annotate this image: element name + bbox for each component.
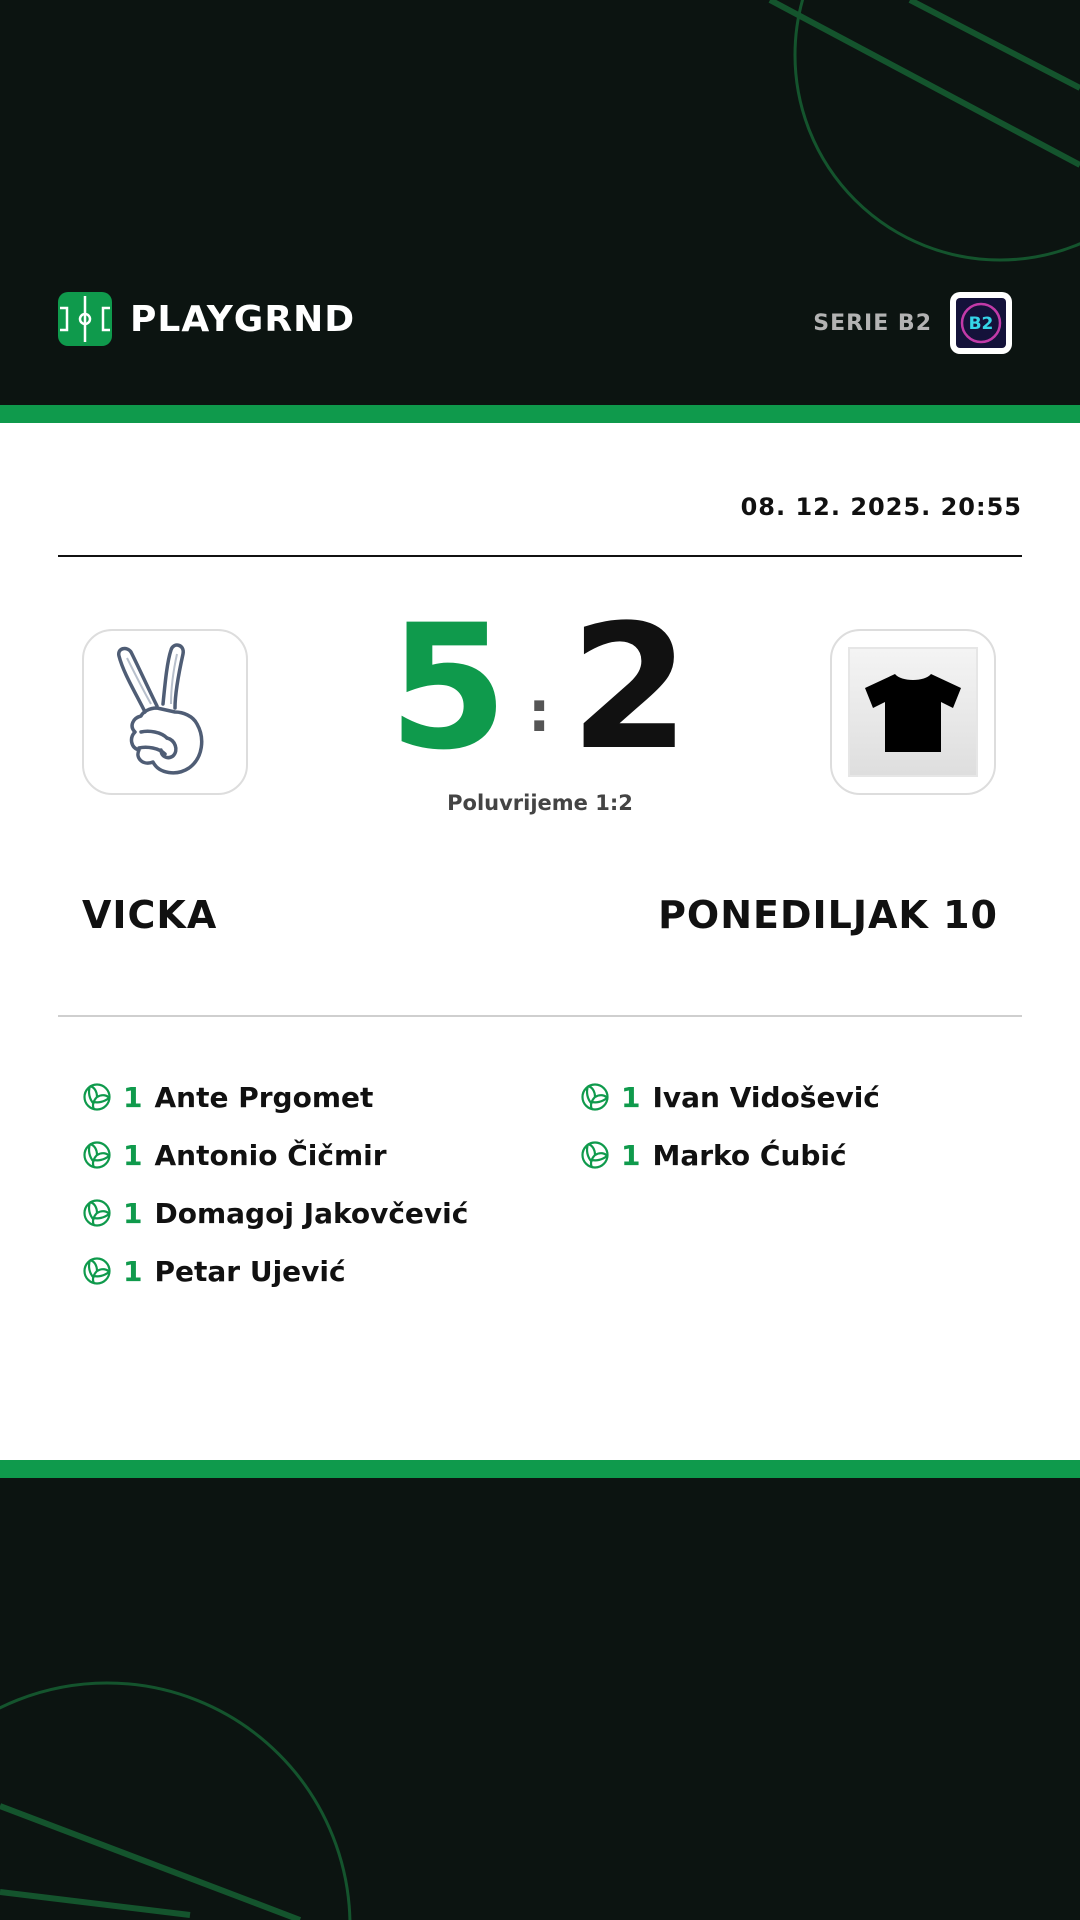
divider	[58, 555, 1022, 557]
home-scorers-list	[82, 1068, 542, 1300]
scorer-name: Petar Ujević	[154, 1254, 346, 1288]
league-badge-text: B2	[968, 314, 994, 334]
away-team-crest	[830, 629, 996, 795]
scorer-row	[82, 1242, 542, 1300]
scorer-name: Marko Ćubić	[652, 1138, 847, 1172]
pitch-logo-icon	[58, 292, 112, 346]
scorer-row	[580, 1126, 1040, 1184]
tshirt-icon	[861, 670, 965, 754]
divider	[58, 1015, 1022, 1017]
ball-icon	[580, 1082, 610, 1112]
shirt-placeholder	[848, 647, 978, 777]
league-name: SERIE B2	[813, 310, 932, 336]
home-score: 5	[388, 587, 508, 788]
goal-count: 1	[123, 1138, 143, 1172]
scorer-row	[82, 1184, 542, 1242]
pitch-lines-bottom-decoration	[0, 1478, 1080, 1920]
scorer-name: Domagoj Jakovčević	[154, 1196, 469, 1230]
score-separator: :	[528, 680, 551, 745]
league	[813, 292, 1012, 354]
goal-count: 1	[621, 1080, 641, 1114]
match-datetime: 08. 12. 2025. 20:55	[740, 493, 1022, 521]
league-badge-icon	[956, 298, 1006, 348]
accent-stripe-bottom	[0, 1460, 1080, 1478]
away-scorers-list	[580, 1068, 1040, 1184]
home-team-name: VICKA	[82, 893, 218, 937]
goal-count: 1	[123, 1254, 143, 1288]
scorer-name: Antonio Čičmir	[154, 1138, 387, 1172]
league-badge	[950, 292, 1012, 354]
brand-name: PLAYGRND	[130, 298, 356, 340]
halftime-score: Poluvrijeme 1:2	[447, 791, 633, 815]
away-score: 2	[570, 587, 690, 788]
goal-count: 1	[621, 1138, 641, 1172]
ball-icon	[82, 1256, 112, 1286]
ball-icon	[82, 1140, 112, 1170]
result-panel	[0, 423, 1080, 1460]
scorer-row	[580, 1068, 1040, 1126]
brand	[58, 292, 355, 346]
scorer-row	[82, 1126, 542, 1184]
goal-count: 1	[123, 1196, 143, 1230]
scorer-name: Ante Prgomet	[154, 1080, 374, 1114]
ball-icon	[580, 1140, 610, 1170]
scorer-name: Ivan Vidošević	[652, 1080, 880, 1114]
ball-icon	[82, 1198, 112, 1228]
goal-count: 1	[123, 1080, 143, 1114]
ball-icon	[82, 1082, 112, 1112]
scorer-row	[82, 1068, 542, 1126]
away-team-name: PONEDILJAK 10	[658, 893, 998, 937]
accent-stripe-top	[0, 405, 1080, 423]
